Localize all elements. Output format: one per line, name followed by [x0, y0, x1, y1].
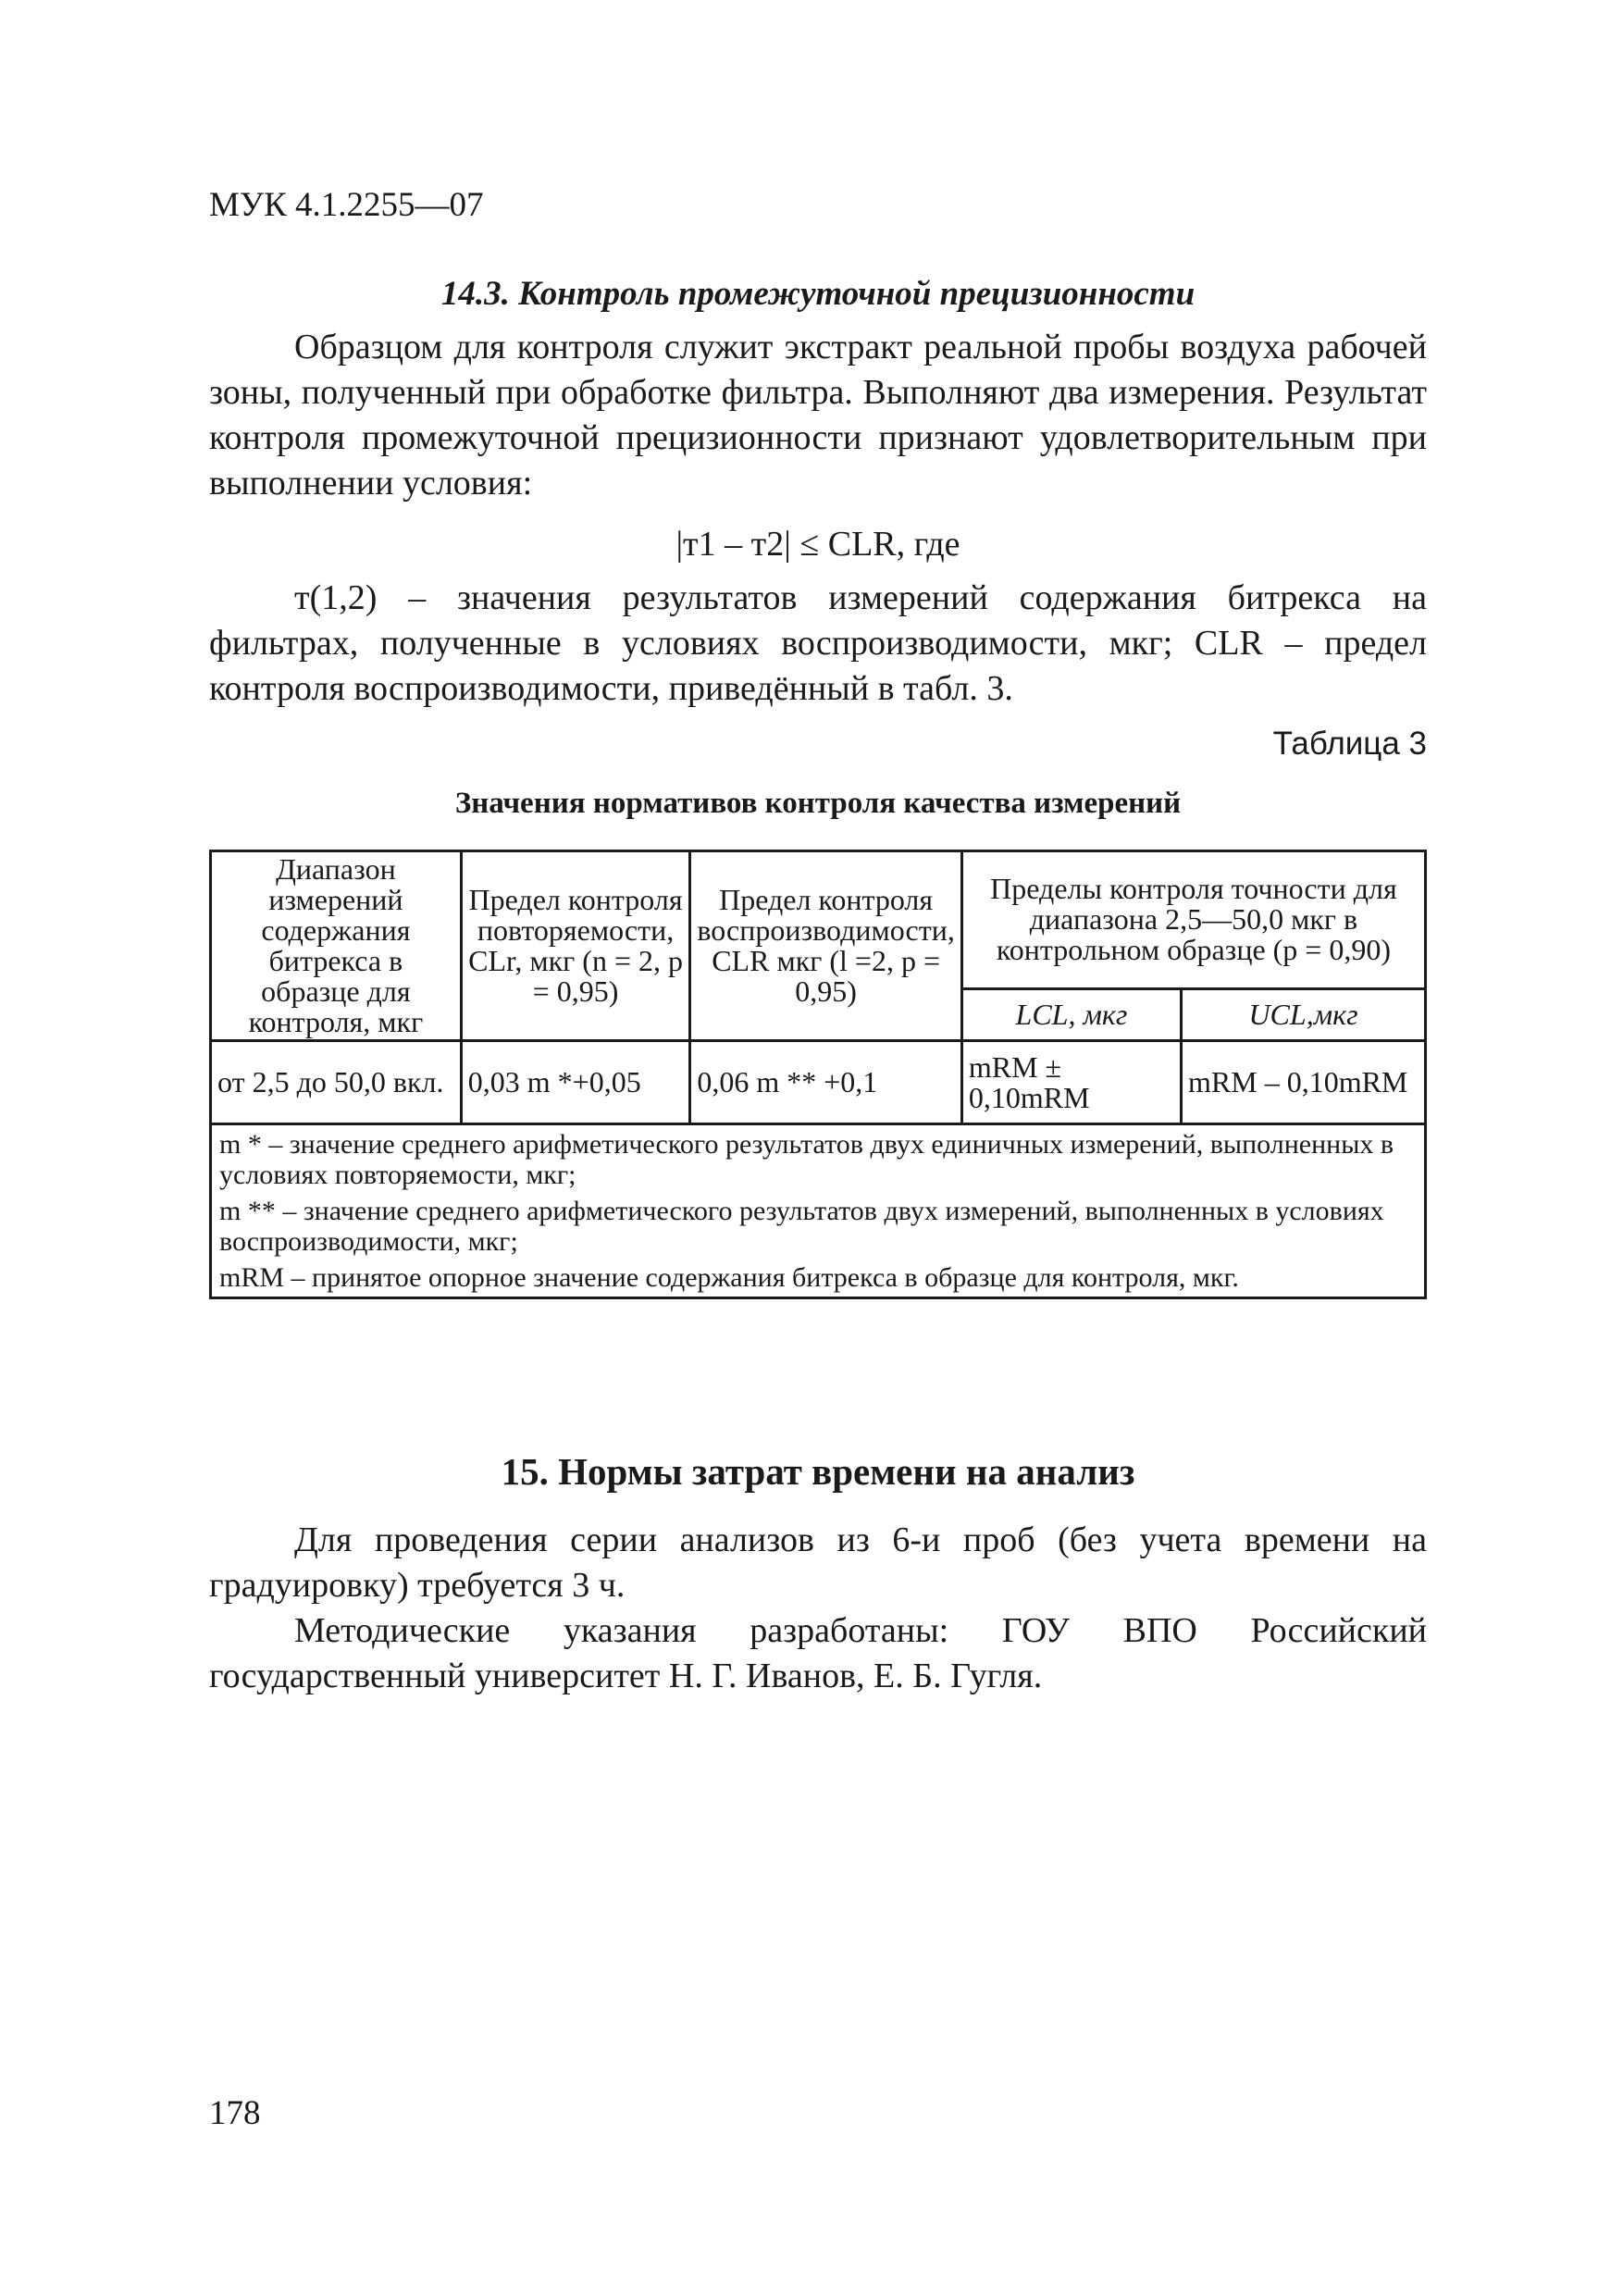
- header-accuracy: Пределы контроля точности для диапазона 2,5—50,0 мкг в контрольном образце (p = 0,90): [961, 851, 1425, 989]
- page-number: 178: [209, 2094, 261, 2132]
- cell-ucl: mRM – 0,10mRM: [1182, 1041, 1426, 1124]
- cell-reproducibility: 0,06 m ** +0,1: [690, 1041, 962, 1124]
- header-range: Диапазон измерений содержания битрекса в образце для контроля, мкг: [211, 851, 462, 1041]
- table-row: [211, 1041, 1426, 1124]
- header-lcl: LCL, мкг: [961, 988, 1181, 1040]
- table-title: Значения нормативов контроля качества измерений: [454, 787, 1182, 820]
- paragraph-text: Образцом для контроля служит экстракт реальной пробы воздуха рабочей зоны, полученный при обработке фильтра. Выполняют два измерения. Результат контроля промежуточной прецизионности признают удовлетворительным при выполнении условия:: [209, 328, 1427, 503]
- paragraph-text: т(1,2) – значения результатов измерений содержания битрекса на фильтрах, полученные в условиях воспроизводимости, мкг; CLR – предел контроля воспроизводимости, приведённый в табл. 3.: [209, 578, 1427, 708]
- table-notes-row: [211, 1124, 1426, 1298]
- section-15-paragraph-1: Для проведения серии анализов из 6-и проб (без учета времени на градуировку) требуется 3 ч.: [209, 1520, 1427, 1605]
- cell-lcl: mRM ± 0,10mRM: [961, 1041, 1181, 1124]
- table-notes: [211, 1124, 1426, 1298]
- formula: |т1 – т2| ≤ CLR, где: [675, 525, 960, 564]
- note-1: m * – значение среднего арифметического результатов двух единичных измерений, выполненных в условиях повторяемости, мкг;: [219, 1129, 1394, 1190]
- section-14-3-paragraph-2: [209, 576, 1427, 712]
- header-repeatability: Предел контроля повторяемости, CLr, мкг (n = 2, p = 0,95): [461, 851, 690, 1041]
- section-14-3-paragraph-1: [209, 325, 1427, 506]
- table-header-row: [211, 851, 1426, 989]
- header-reproducibility: Предел контроля воспроизводимости, CLR мкг (l =2, p = 0,95): [690, 851, 962, 1041]
- norms-table: [209, 850, 1427, 1299]
- section-15-paragraphs: [209, 1518, 1427, 1699]
- section-15-paragraph-2: Методические указания разработаны: ГОУ ВПО Российский государственный университет Н. Г. Иванов, Е. Б. Гугля.: [209, 1611, 1427, 1695]
- cell-range: от 2,5 до 50,0 вкл.: [211, 1041, 462, 1124]
- cell-repeatability: 0,03 m *+0,05: [461, 1041, 690, 1124]
- section-14-3-title: 14.3. Контроль промежуточной прецизионности: [440, 275, 1196, 313]
- note-2: m ** – значение среднего арифметического результатов двух измерений, выполненных в условиях воспроизводимости, мкг;: [219, 1196, 1384, 1257]
- running-head: МУК 4.1.2255—07: [209, 186, 484, 224]
- section-15-title: 15. Нормы затрат времени на анализ: [501, 1450, 1135, 1493]
- header-ucl: UCL,мкг: [1182, 988, 1426, 1040]
- note-3: mRM – принятое опорное значение содержания битрекса в образце для контроля, мкг.: [219, 1262, 1239, 1293]
- table-number: Таблица 3: [1272, 726, 1427, 762]
